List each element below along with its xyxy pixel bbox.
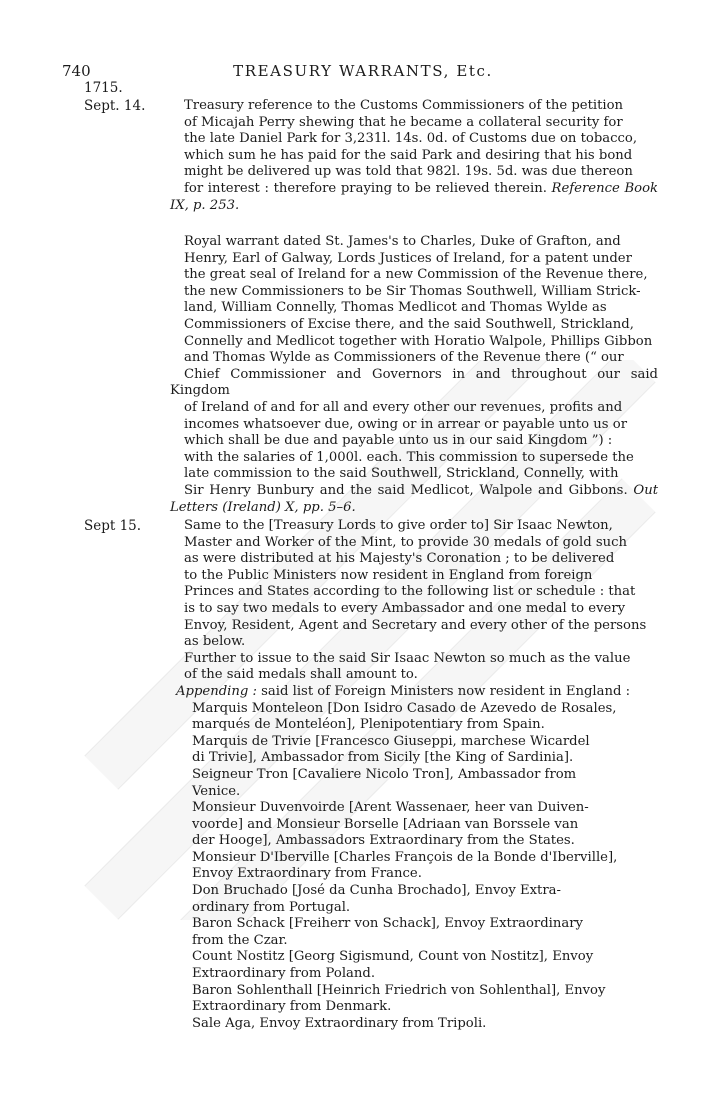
entry-date: Sept. 14.	[84, 98, 146, 114]
minister-line: Marquis Monteleon [Don Isidro Casado de Azevedo de Rosales,	[192, 700, 617, 716]
text-line: the great seal of Ireland for a new Commission of the Revenue there,	[184, 267, 648, 283]
minister-line: Venice.	[192, 783, 241, 799]
page-number: 740	[62, 62, 91, 80]
text-line: Treasury reference to the Customs Commissioners of the petition	[184, 98, 624, 113]
running-header	[62, 62, 664, 84]
text-line: the late Daniel Park for 3,231l. 14s. 0d. of Customs due on tobacco,	[184, 131, 638, 147]
minister-line: marqués de Monteléon], Plenipotentiary from Spain.	[192, 717, 545, 733]
minister-line: Envoy Extraordinary from France.	[192, 866, 422, 882]
text-line: as were distributed at his Majesty's Coronation ; to be delivered	[184, 551, 615, 567]
text-line: Further to issue to the said Sir Isaac Newton so much as the value	[184, 650, 631, 666]
entry-text	[170, 98, 658, 214]
minister-line: Sale Aga, Envoy Extraordinary from Tripoli.	[192, 1015, 487, 1031]
minister-entry	[170, 983, 658, 1016]
minister-line: di Trivie], Ambassador from Sicily [the King of Sardinia].	[192, 750, 574, 766]
minister-entry	[170, 850, 658, 883]
minister-line: Extraordinary from Denmark.	[192, 999, 392, 1015]
minister-line: ordinary from Portugal.	[192, 899, 351, 915]
text-line: Connelly and Medlicot together with Horatio Walpole, Phillips Gibbon	[184, 333, 653, 349]
text-line: Chief Commissioner and Governors in and throughout our said Kingdom	[170, 366, 658, 399]
minister-line: Baron Sohlenthall [Heinrich Friedrich von Sohlenthal], Envoy	[192, 982, 606, 998]
text-line: Same to the [Treasury Lords to give order to] Sir Isaac Newton,	[184, 518, 613, 533]
text-line: of the said medals shall amount to.	[184, 667, 418, 683]
text-line: as below.	[184, 634, 246, 650]
text-line: and Thomas Wylde as Commissioners of the Revenue there (“ our	[184, 350, 624, 366]
minister-line: Count Nostitz [Georg Sigismund, Count von Nostitz], Envoy	[192, 949, 594, 965]
minister-line: Seigneur Tron [Cavaliere Nicolo Tron], Ambassador from	[192, 766, 577, 782]
minister-entry	[170, 883, 658, 916]
text-line: late commission to the said Southwell, Strickland, Connelly, with	[184, 466, 619, 482]
year-label: 1715.	[84, 80, 123, 96]
text-line: Royal warrant dated St. James's to Charles, Duke of Grafton, and	[184, 234, 621, 249]
text-line: Commissioners of Excise there, and the said Southwell, Strickland,	[184, 316, 634, 332]
minister-entry	[170, 734, 658, 767]
ministers-list	[170, 701, 658, 1033]
page-title: TREASURY WARRANTS, Etc.	[233, 62, 493, 80]
text-line: Princes and States according to the following list or schedule : that	[184, 584, 636, 600]
text-line: is to say two medals to every Ambassador and one medal to every	[184, 600, 626, 616]
text-line: with the salaries of 1,000l. each. This commission to supersede the	[184, 449, 634, 465]
minister-entry	[170, 701, 658, 734]
text-line: of Micajah Perry shewing that he became a collateral security for	[184, 114, 623, 130]
text-line: the new Commissioners to be Sir Thomas Southwell, William Strick-	[184, 283, 641, 299]
minister-line: der Hooge], Ambassadors Extraordinary from the States.	[192, 833, 575, 849]
minister-line: Baron Schack [Freiherr von Schack], Envoy Extraordinary	[192, 916, 583, 932]
text-line: might be delivered up was told that 982l. 19s. 5d. was due thereon	[184, 164, 633, 180]
minister-entry	[170, 916, 658, 949]
minister-entry	[170, 767, 658, 800]
minister-entry	[170, 800, 658, 850]
entry-date: Sept 15.	[84, 518, 142, 534]
appending-line	[170, 684, 658, 701]
text-line: which shall be due and payable unto us in our said Kingdom ”) :	[184, 433, 613, 449]
text-line: Henry, Earl of Galway, Lords Justices of Ireland, for a patent under	[184, 250, 632, 266]
text-line: of Ireland of and for all and every other our revenues, profits and	[184, 399, 623, 415]
entry-text	[170, 234, 658, 516]
minister-line: Monsieur Duvenvoirde [Arent Wassenaer, heer van Duiven-	[192, 800, 589, 816]
text-line: Sir Henry Bunbury and the said Medlicot, Walpole and Gibbons. Out Letters (Ireland) X, pp. 5–6.	[170, 482, 658, 515]
reference: Reference Book IX, p. 253.	[170, 180, 658, 213]
appending-label: Appending :	[176, 683, 257, 699]
minister-entry	[170, 1016, 658, 1033]
text-line: Envoy, Resident, Agent and Secretary and every other of the persons	[184, 617, 647, 633]
minister-line: from the Czar.	[192, 932, 288, 948]
appending-text: said list of Foreign Ministers now resident in England :	[256, 683, 631, 699]
text-line: to the Public Ministers now resident in England from foreign	[184, 567, 593, 583]
text-line: land, William Connelly, Thomas Medlicot and Thomas Wylde as	[184, 300, 607, 316]
minister-line: Don Bruchado [José da Cunha Brochado], Envoy Extra-	[192, 883, 561, 899]
text-line: for interest : therefore praying to be relieved therein. Reference Book IX, p. 253.	[170, 180, 658, 213]
text-line: incomes whatsoever due, owing or in arrear or payable unto us or	[184, 416, 627, 432]
minister-line: Monsieur D'Iberville [Charles François de la Bonde d'Iberville],	[192, 849, 618, 865]
minister-entry	[170, 949, 658, 982]
minister-line: Marquis de Trivie [Francesco Giuseppi, marchese Wicardel	[192, 733, 590, 749]
minister-line: voorde] and Monsieur Borselle [Adriaan van Borssele van	[192, 816, 579, 832]
text-line: Master and Worker of the Mint, to provide 30 medals of gold such	[184, 534, 627, 550]
minister-line: Extraordinary from Poland.	[192, 966, 376, 982]
reference: Out Letters (Ireland) X, pp. 5–6.	[170, 482, 658, 515]
entry-text	[170, 518, 658, 1032]
text-line: which sum he has paid for the said Park and desiring that his bond	[184, 147, 633, 163]
